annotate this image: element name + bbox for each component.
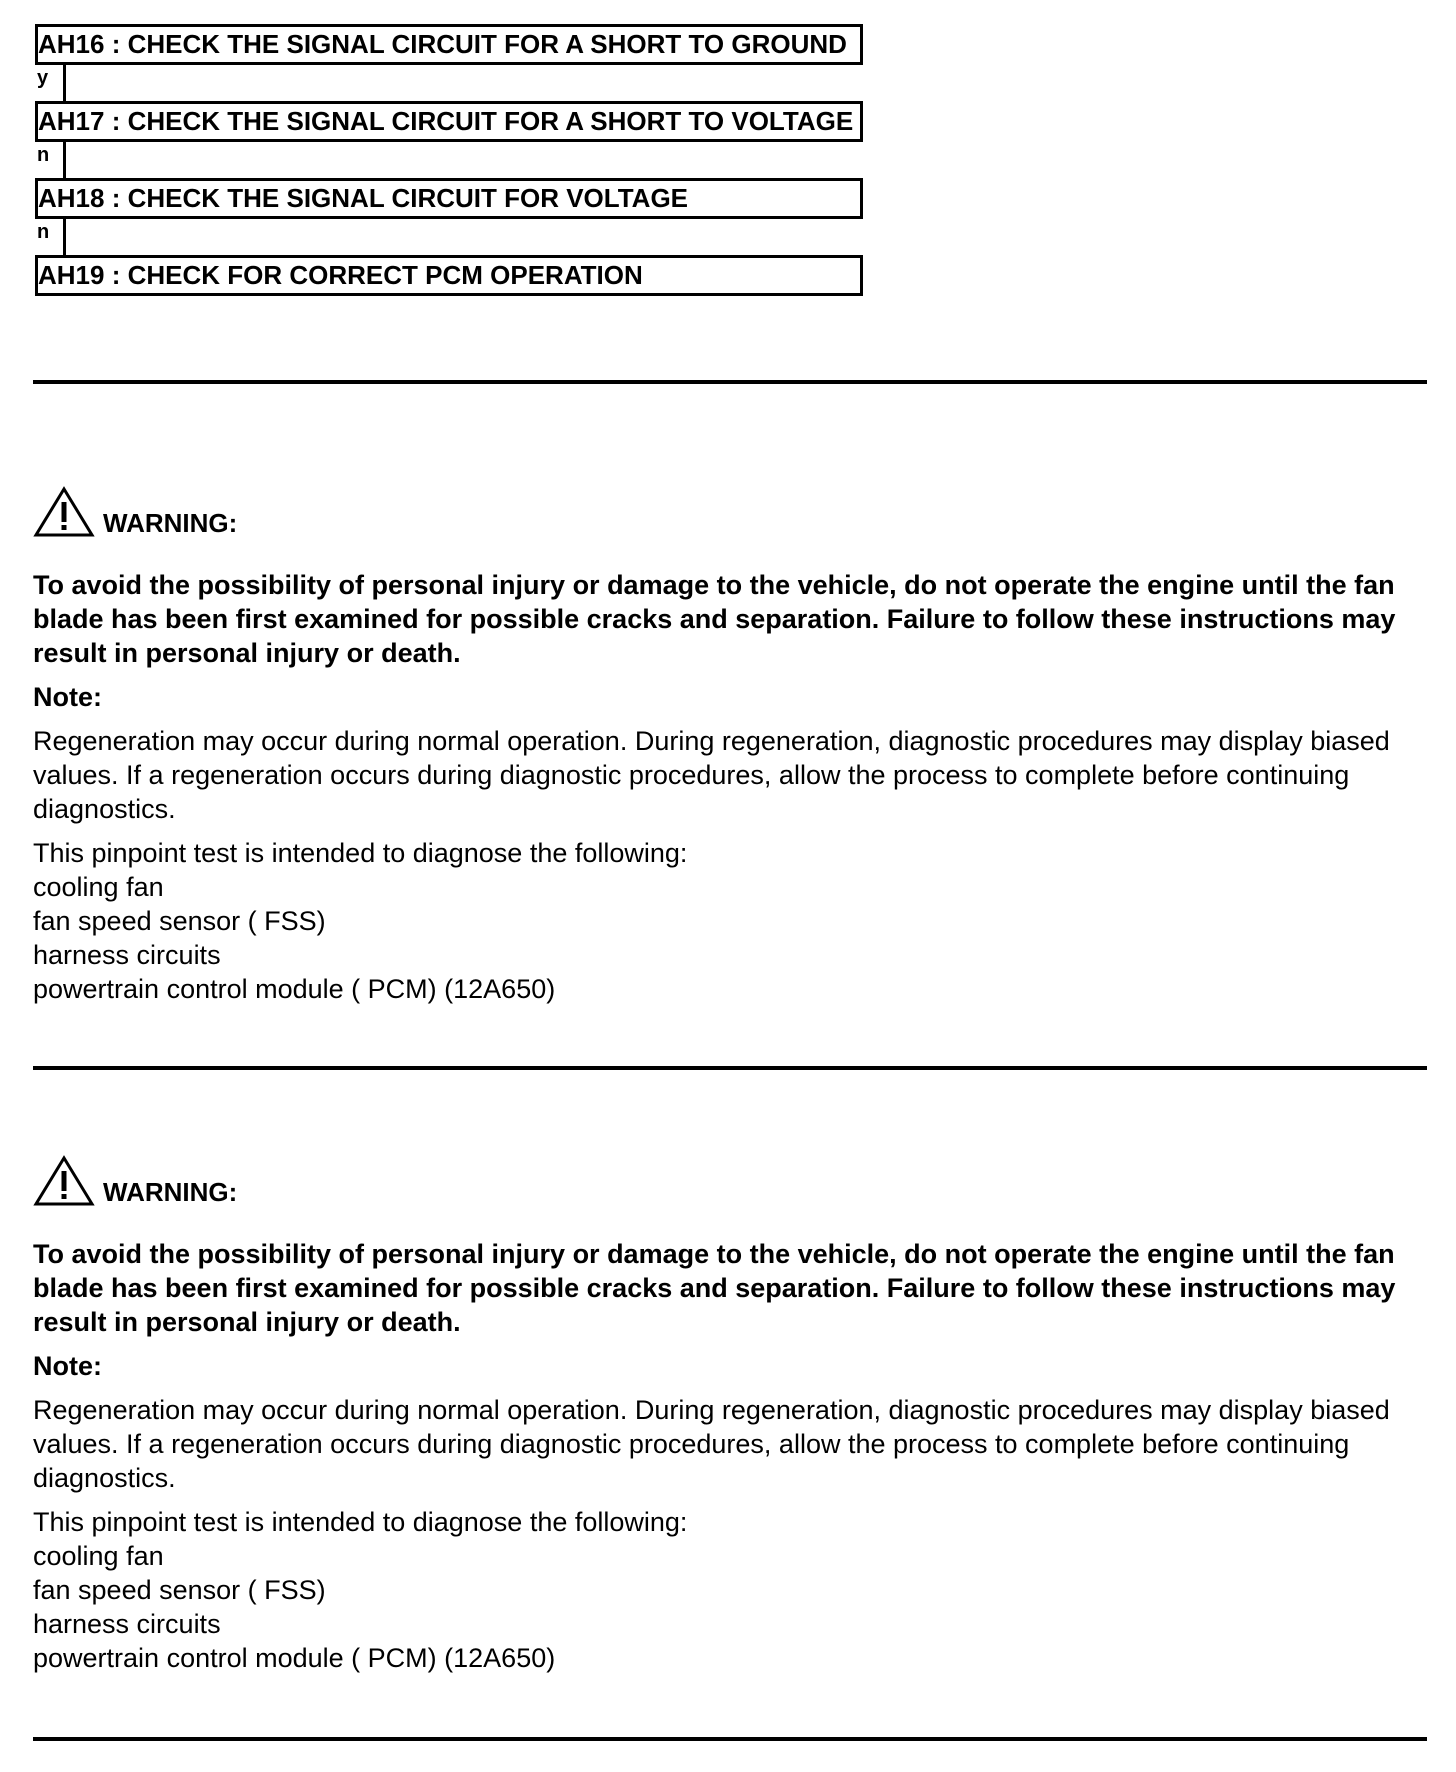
connector-yes (35, 65, 863, 101)
list-item: fan speed sensor ( FSS) (33, 906, 326, 936)
list-item: harness circuits (33, 940, 221, 970)
connector-condition: n (37, 221, 50, 243)
pinpoint-intro: This pinpoint test is intended to diagnose the following: (33, 838, 688, 868)
warning-triangle-icon (33, 1155, 95, 1207)
warning-header (33, 1151, 1427, 1207)
warning-triangle-icon (33, 486, 95, 538)
step-ah16[interactable]: AH16 : CHECK THE SIGNAL CIRCUIT FOR A SHORT TO GROUND (35, 24, 863, 65)
note-text: Regeneration may occur during normal operation. During regeneration, diagnostic procedures may display biased values. If a regeneration occurs during diagnostic procedures, allow the process to complete before continuing diagnostics. (33, 1395, 1390, 1493)
section-divider (33, 380, 1427, 384)
note-label: Note: (33, 1351, 102, 1381)
warning-label: WARNING: (103, 1177, 238, 1207)
warning-label: WARNING: (103, 508, 238, 538)
warning-text: To avoid the possibility of personal injury or damage to the vehicle, do not operate the engine until the fan blade has been first examined for possible cracks and separation. Failure to follow these instructions may result in personal injury or death. (33, 570, 1396, 668)
list-item: cooling fan (33, 872, 164, 902)
connector-line (63, 65, 66, 101)
warning-text: To avoid the possibility of personal injury or damage to the vehicle, do not operate the engine until the fan blade has been first examined for possible cracks and separation. Failure to follow these instructions may result in personal injury or death. (33, 1239, 1396, 1337)
step-ah18[interactable]: AH18 : CHECK THE SIGNAL CIRCUIT FOR VOLTAGE (35, 178, 863, 219)
list-item: powertrain control module ( PCM) (12A650) (33, 974, 556, 1004)
pinpoint-intro: This pinpoint test is intended to diagnose the following: (33, 1507, 688, 1537)
warning-header (33, 482, 1427, 538)
warning-section-2 (33, 1151, 1427, 1675)
connector-no (35, 219, 863, 255)
connector-no (35, 142, 863, 178)
connector-line (63, 142, 66, 178)
pinpoint-flowchart (35, 24, 863, 296)
list-item: cooling fan (33, 1541, 164, 1571)
list-item: fan speed sensor ( FSS) (33, 1575, 326, 1605)
step-ah17[interactable]: AH17 : CHECK THE SIGNAL CIRCUIT FOR A SHORT TO VOLTAGE (35, 101, 863, 142)
connector-line (63, 219, 66, 255)
section-divider (33, 1066, 1427, 1070)
list-item: harness circuits (33, 1609, 221, 1639)
warning-section-1 (33, 482, 1427, 1006)
section-divider (33, 1737, 1427, 1741)
note-text: Regeneration may occur during normal operation. During regeneration, diagnostic procedures may display biased values. If a regeneration occurs during diagnostic procedures, allow the process to complete before continuing diagnostics. (33, 726, 1390, 824)
connector-condition: y (37, 67, 49, 89)
step-ah19[interactable]: AH19 : CHECK FOR CORRECT PCM OPERATION (35, 255, 863, 296)
list-item: powertrain control module ( PCM) (12A650) (33, 1643, 556, 1673)
connector-condition: n (37, 144, 50, 166)
note-label: Note: (33, 682, 102, 712)
